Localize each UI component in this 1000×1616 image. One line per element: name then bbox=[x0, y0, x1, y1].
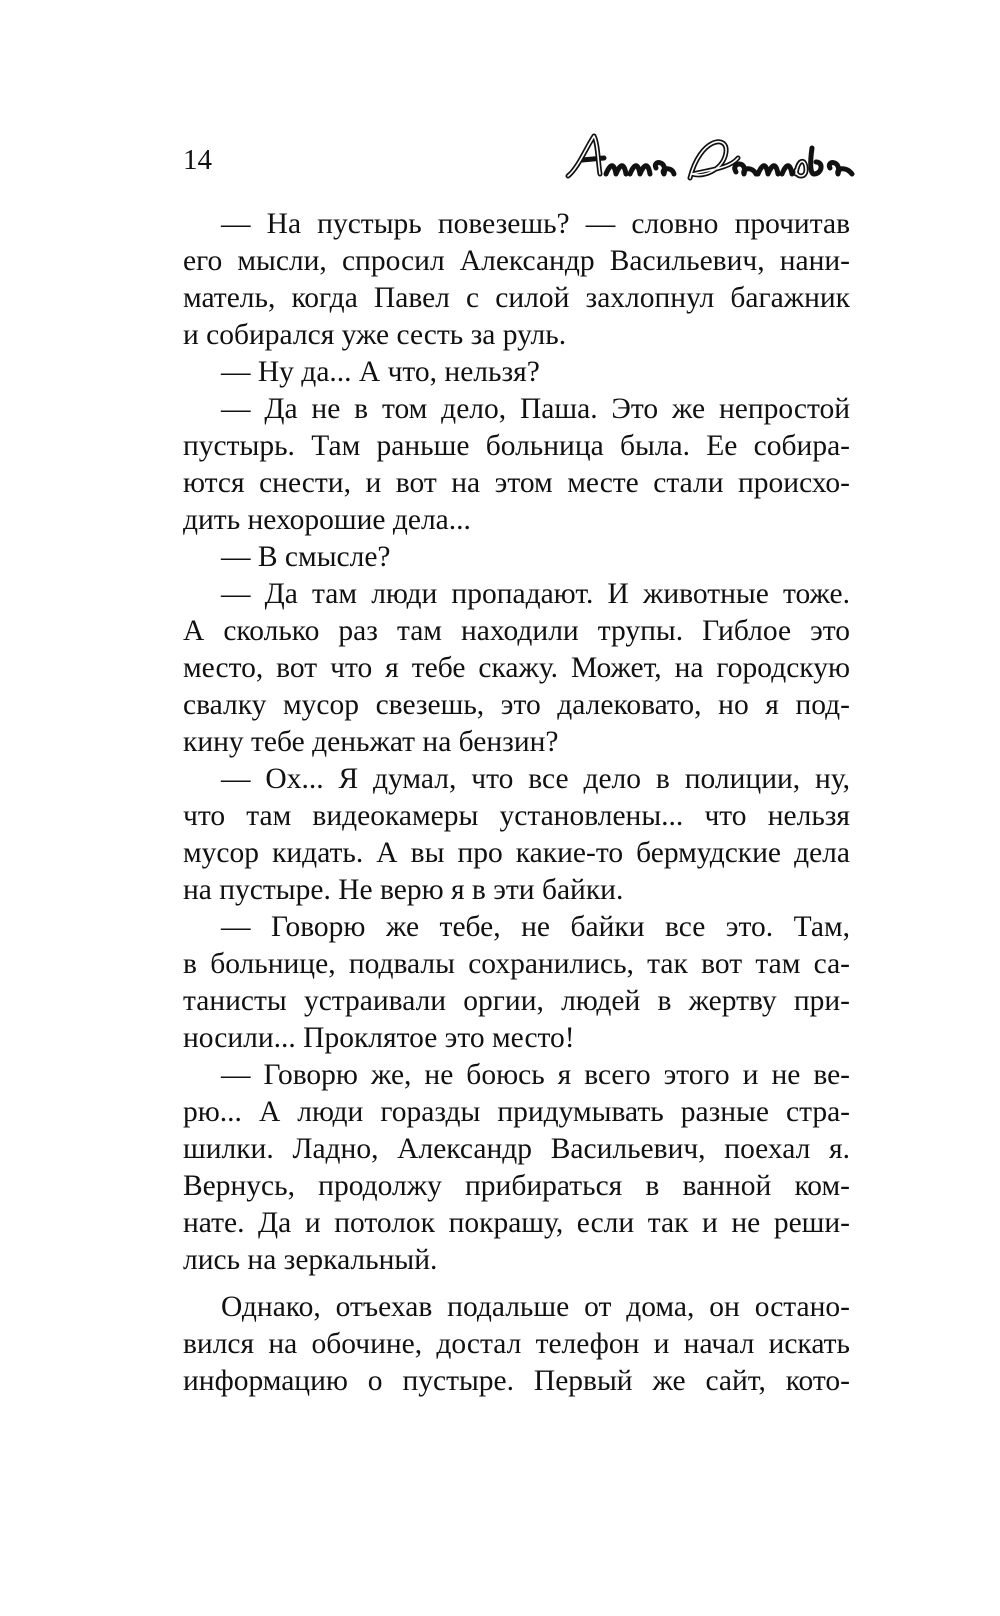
text-line: — Да не в том дело, Паша. Это же непростой bbox=[221, 393, 850, 425]
text-line: Вернусь, продолжу прибираться в ванной ком- bbox=[183, 1170, 850, 1202]
text-line: на пустыре. Не верю я в эти байки. bbox=[183, 874, 624, 906]
text-line: нате. Да и потолок покрашу, если так и не реши- bbox=[183, 1207, 850, 1239]
text-line: шилки. Ладно, Александр Васильевич, поехал я. bbox=[183, 1133, 850, 1165]
author-signature-header bbox=[560, 118, 860, 198]
text-line: и собирался уже сесть за руль. bbox=[183, 319, 567, 351]
page-number: 14 bbox=[183, 144, 212, 176]
text-line: место, вот что я тебе скажу. Может, на городскую bbox=[183, 652, 850, 684]
text-line: — В смысле? bbox=[221, 541, 391, 573]
text-line: — Ох... Я думал, что все дело в полиции, ну, bbox=[221, 763, 850, 795]
text-line: дить нехорошие дела... bbox=[183, 504, 471, 536]
text-line: вился на обочине, достал телефон и начал искать bbox=[183, 1328, 850, 1360]
text-line: матель, когда Павел с силой захлопнул багажник bbox=[183, 282, 850, 314]
paragraph-gap bbox=[183, 1279, 850, 1289]
text-line: что там видеокамеры установлены... что нельзя bbox=[183, 800, 850, 832]
text-line: — На пустырь повезешь? — словно прочитав bbox=[221, 208, 850, 240]
text-line: лись на зеркальный. bbox=[183, 1244, 438, 1276]
text-line: ются снести, и вот на этом месте стали происхо- bbox=[183, 467, 850, 499]
text-line: — Говорю же тебе, не байки все это. Там, bbox=[221, 911, 850, 943]
text-line: носили... Проклятое это место! bbox=[183, 1022, 575, 1054]
text-line: в больнице, подвалы сохранились, так вот там са- bbox=[183, 948, 850, 980]
text-line: свалку мусор свезешь, это далековато, но я под- bbox=[183, 689, 850, 721]
author-signature-logo bbox=[560, 118, 860, 198]
text-line: — Ну да... А что, нельзя? bbox=[221, 356, 540, 388]
text-line: А сколько раз там находили трупы. Гиблое это bbox=[183, 615, 850, 647]
text-line: — Говорю же, не боюсь я всего этого и не ве- bbox=[221, 1059, 850, 1091]
text-line: кину тебе деньжат на бензин? bbox=[183, 726, 559, 758]
text-line: — Да там люди пропадают. И животные тоже. bbox=[221, 578, 850, 610]
text-line: Однако, отъехав подальше от дома, он остано- bbox=[221, 1291, 850, 1323]
text-line: информацию о пустыре. Первый же сайт, кото- bbox=[183, 1365, 850, 1397]
text-line: его мысли, спросил Александр Васильевич, нани- bbox=[183, 245, 850, 277]
body-text bbox=[183, 206, 850, 1400]
text-line: рю... А люди горазды придумывать разные стра- bbox=[183, 1096, 850, 1128]
text-line: танисты устраивали оргии, людей в жертву при- bbox=[183, 985, 850, 1017]
text-line: пустырь. Там раньше больница была. Ее собира- bbox=[183, 430, 850, 462]
text-line: мусор кидать. А вы про какие-то бермудские дела bbox=[183, 837, 850, 869]
